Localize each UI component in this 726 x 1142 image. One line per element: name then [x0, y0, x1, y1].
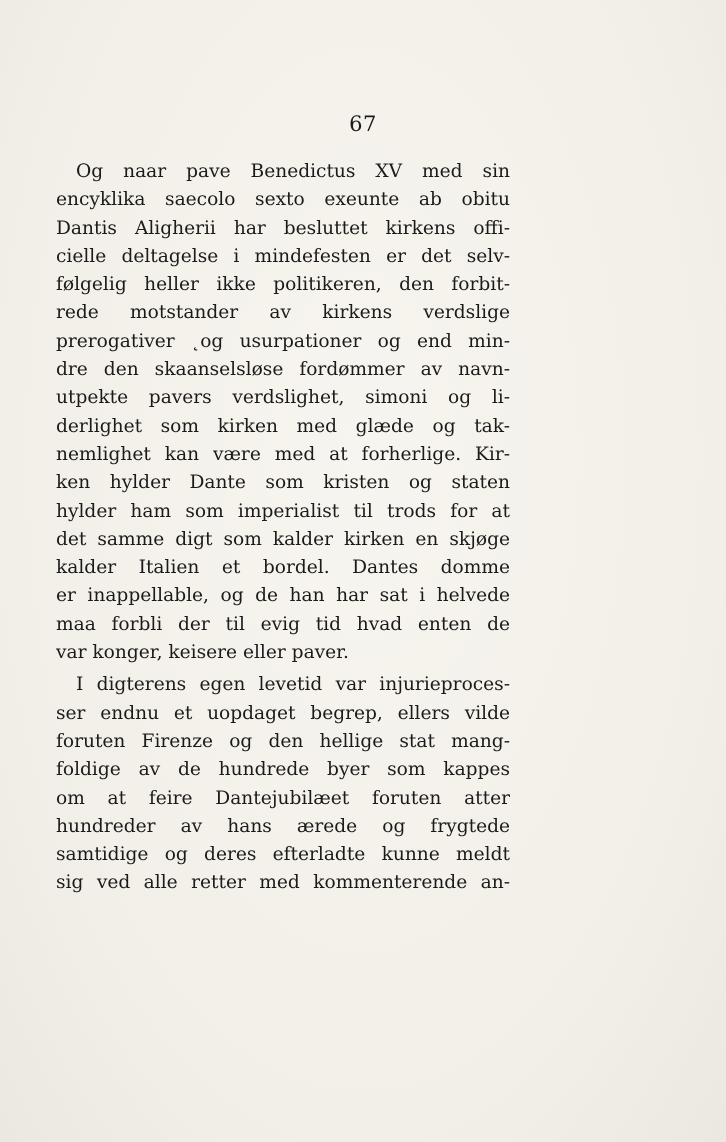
text-line: encyklika saecolo sexto exeunte ab obitu — [56, 189, 510, 211]
paragraph-1 — [56, 158, 510, 667]
text-line: prerogativer ˛og usurpationer og end min- — [56, 330, 510, 352]
text-line: sig ved alle retter med kommenterende an- — [56, 872, 510, 894]
text-line: om at feire Dantejubilæet foruten atter — [56, 787, 510, 809]
text-line: cielle deltagelse i mindefesten er det selv- — [56, 245, 510, 267]
text-line: Dantis Aligherii har besluttet kirkens offi- — [56, 217, 510, 239]
text-line: ser endnu et uopdaget begrep, ellers vilde — [56, 702, 510, 724]
text-line: kalder Italien et bordel. Dantes domme — [56, 557, 510, 579]
text-line: Og naar pave Benedictus XV med sin — [76, 161, 510, 182]
page-number: 67 — [349, 112, 377, 136]
text-line: samtidige og deres efterladte kunne meldt — [56, 844, 510, 866]
text-line: nemlighet kan være med at forherlige. Kir- — [56, 443, 510, 465]
text-line: ken hylder Dante som kristen og staten — [56, 472, 510, 494]
paragraph-2 — [56, 671, 510, 897]
text-line: foruten Firenze og den hellige stat mang- — [56, 730, 510, 752]
text-line: utpekte pavers verdslighet, simoni og li- — [56, 387, 510, 409]
text-line: var konger, keisere eller paver. — [56, 642, 349, 664]
text-line: derlighet som kirken med glæde og tak- — [56, 415, 510, 437]
text-line: hundreder av hans ærede og frygtede — [56, 815, 510, 837]
text-line: følgelig heller ikke politikeren, den forbit- — [56, 274, 510, 296]
text-line: er inappellable, og de han har sat i helvede — [56, 585, 510, 607]
text-line: rede motstander av kirkens verdslige — [56, 302, 510, 324]
text-line: det samme digt som kalder kirken en skjøge — [56, 528, 510, 550]
text-line: dre den skaanselsløse fordømmer av navn- — [56, 359, 510, 381]
body-text — [56, 158, 510, 898]
text-line: I digterens egen levetid var injurieproces- — [76, 674, 510, 696]
text-line: maa forbli der til evig tid hvad enten de — [56, 613, 510, 635]
text-line: hylder ham som imperialist til trods for at — [56, 500, 510, 522]
text-line: foldige av de hundrede byer som kappes — [56, 759, 510, 781]
